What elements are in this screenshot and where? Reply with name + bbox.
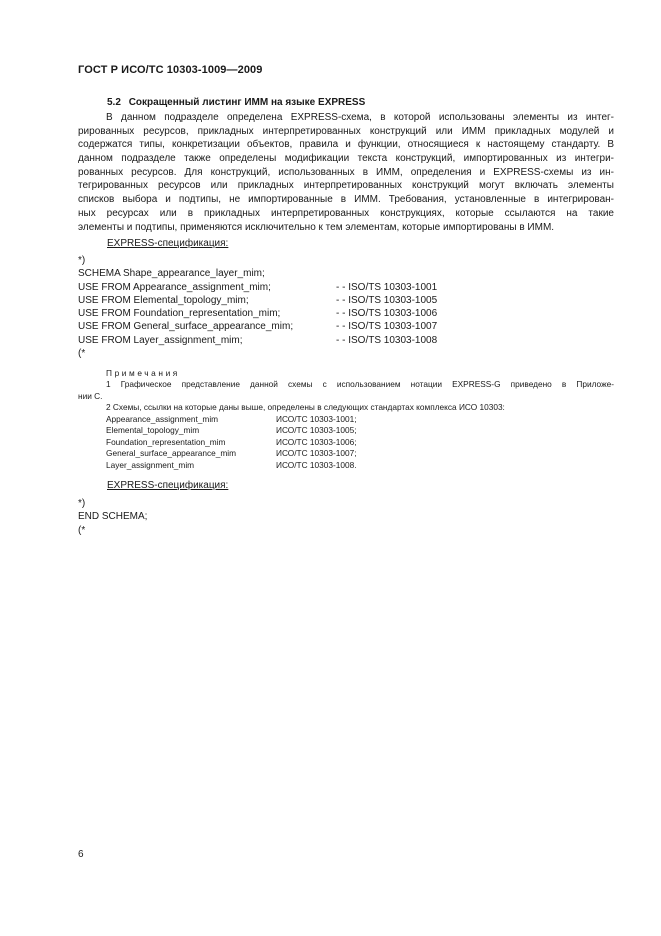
section-heading (107, 97, 365, 108)
paragraph-line: содержатся типы, конкретизации объектов, правила и функции, относящиеся к настоящему стандарту. В (78, 139, 614, 151)
comment-close: (* (78, 348, 86, 360)
express-spec-label: EXPRESS-спецификация: (107, 238, 229, 249)
note-1-line-1: 1 Графическое представление данной схемы с использованием нотации EXPRESS-G приведено в Приложе- (106, 379, 614, 389)
standard-ref: ИСО/ТС 10303-1006; (276, 436, 357, 447)
note-2: 2 Схемы, ссылки на которые даны выше, определены в следующих стандартах комплекса ИСО 10303: (106, 402, 505, 412)
express-code-block (78, 254, 438, 360)
comment-close: (* (78, 524, 86, 536)
comment-open: *) (78, 498, 86, 509)
use-from-line (78, 294, 438, 307)
express-code-block-2 (78, 497, 147, 537)
section-number: 5.2 (107, 97, 121, 108)
module-name: Elemental_topology_mim (106, 425, 200, 436)
page-number: 6 (78, 849, 84, 860)
notes-block (78, 367, 614, 471)
paragraph-line: ных ресурсах или в прикладных интерпретированных конструкциях, которые ссылаются на такие (78, 207, 614, 219)
module-name: Layer_assignment_mim (106, 459, 195, 470)
paragraph-line: рованных ресурсов. Для конструкций, использованных в ИММ, определения и EXPRESS-схемы из ин- (78, 166, 614, 178)
use-statement: USE FROM Appearance_assignment_mim; (78, 281, 271, 293)
paragraph-line: данном подразделе также определены модификации текста конструкций, импортированных из интегри- (78, 153, 614, 165)
use-from-line (78, 320, 438, 333)
paragraph-line: элементы и подтипы, применяются исключительно к тем элементам, которые импортированы в ИММ. (78, 221, 555, 233)
express-spec-label-2: EXPRESS-спецификация: (107, 480, 229, 491)
notes-title: Примечания (106, 368, 180, 378)
use-reference: - - ISO/TS 10303-1005 (336, 294, 438, 306)
use-from-line (78, 281, 438, 294)
use-from-line (78, 307, 438, 320)
use-reference: - - ISO/TS 10303-1006 (336, 308, 438, 320)
paragraph-line: рированных ресурсов, прикладных интерпретированных конструкций или ИММ прикладных модулей и (78, 125, 614, 137)
paragraph-line: списков выбора и подтипы, не импортированные в ИММ. Требования, установленные в интегрирован- (78, 194, 614, 206)
use-statement: USE FROM Layer_assignment_mim; (78, 334, 243, 346)
section-title: Сокращенный листинг ИММ на языке EXPRESS (128, 97, 366, 108)
use-statement: USE FROM Foundation_representation_mim; (78, 308, 281, 320)
use-statement: USE FROM General_surface_appearance_mim; (78, 321, 294, 333)
document-header: ГОСТ Р ИСО/ТС 10303-1009—2009 (78, 64, 263, 76)
standard-ref: ИСО/ТС 10303-1001; (276, 413, 357, 424)
comment-open: *) (78, 255, 86, 266)
standard-ref: ИСО/ТС 10303-1005; (276, 425, 357, 436)
use-reference: - - ISO/TS 10303-1008 (336, 334, 438, 346)
standard-row (78, 425, 614, 437)
section-paragraph (78, 111, 614, 234)
standard-row (78, 414, 614, 426)
use-statement: USE FROM Elemental_topology_mim; (78, 294, 249, 306)
module-name: General_surface_appearance_mim (106, 448, 237, 459)
standard-row (78, 448, 614, 460)
paragraph-line: В данном подразделе определена EXPRESS-схема, в которой использованы элементы из интег- (106, 112, 614, 123)
paragraph-line: тегрированных ресурсов или прикладных интерпретированных конструкций могут включать элементы (78, 180, 614, 192)
standard-row (78, 437, 614, 449)
standard-ref: ИСО/ТС 10303-1007; (276, 448, 357, 459)
standard-ref: ИСО/ТС 10303-1008. (276, 459, 357, 470)
schema-declaration: SCHEMA Shape_appearance_layer_mim; (78, 268, 265, 280)
use-reference: - - ISO/TS 10303-1001 (336, 281, 438, 293)
use-reference: - - ISO/TS 10303-1007 (336, 321, 438, 333)
note-1-line-2: нии С. (78, 390, 103, 401)
module-name: Foundation_representation_mim (106, 436, 226, 447)
end-schema: END SCHEMA; (78, 511, 148, 523)
standard-row (78, 460, 614, 472)
module-name: Appearance_assignment_mim (106, 413, 219, 424)
use-from-line (78, 334, 438, 347)
